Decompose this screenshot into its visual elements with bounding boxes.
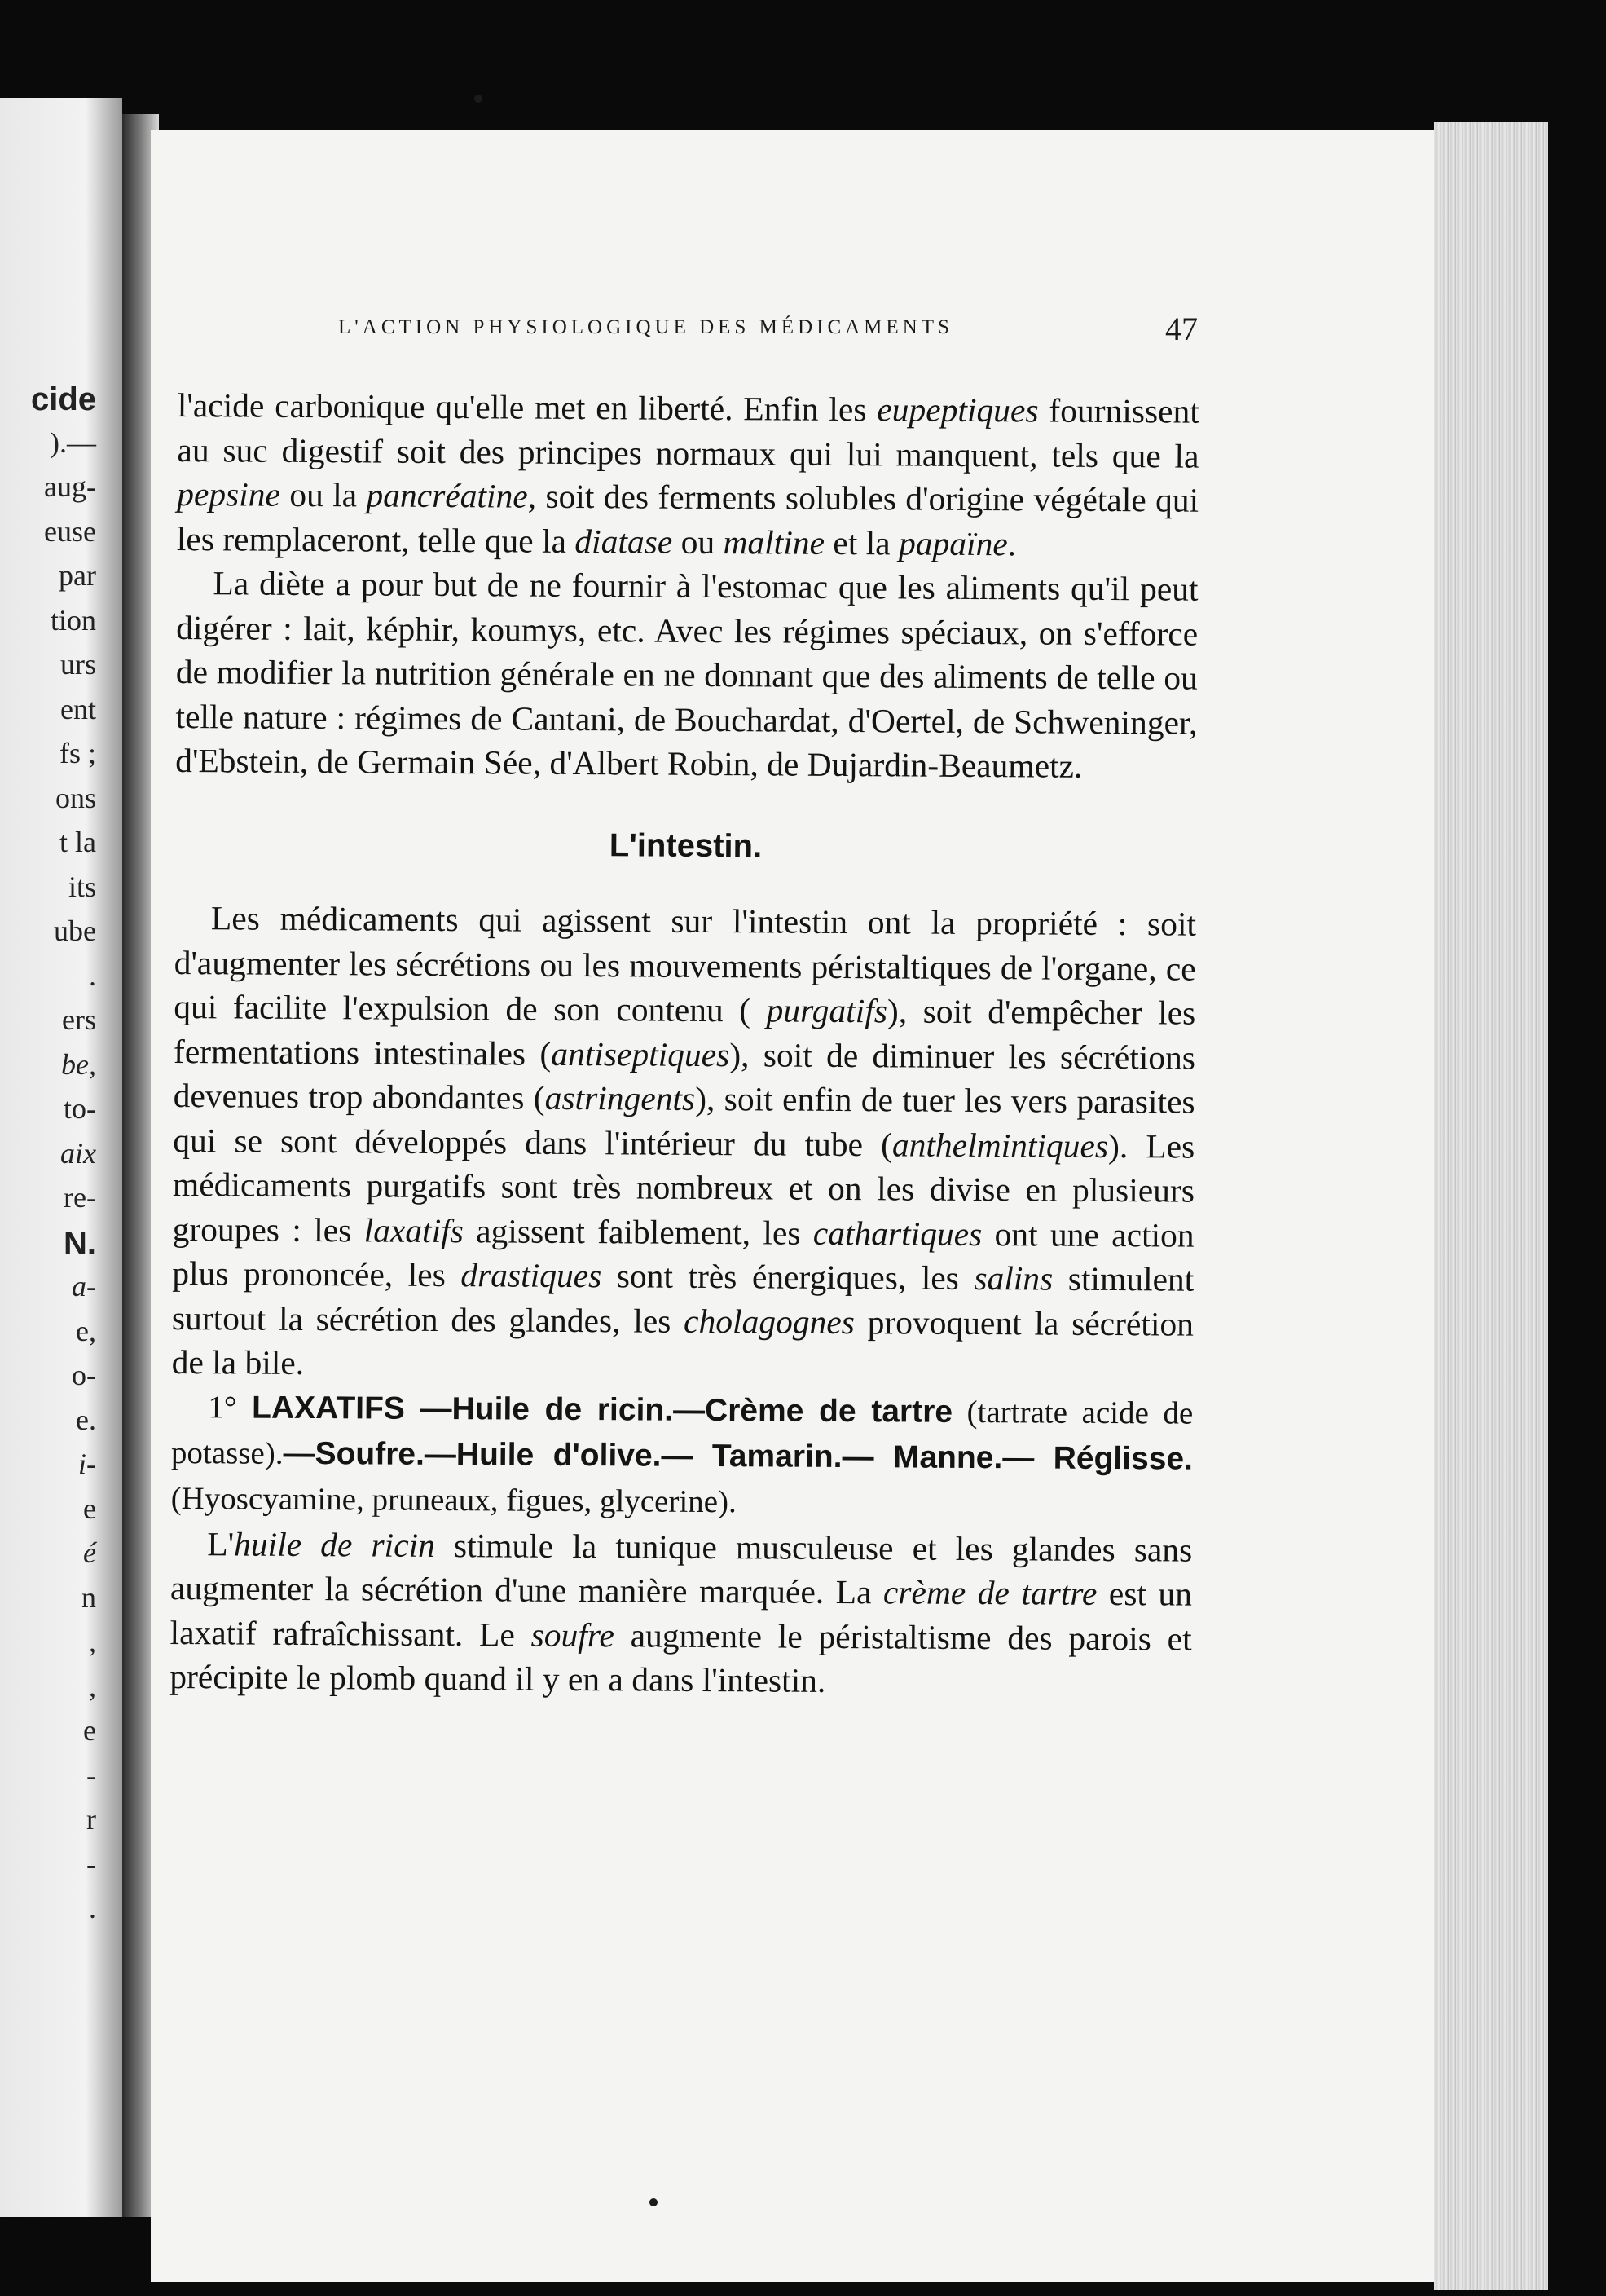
left-page-fragment: cide — [30, 381, 96, 417]
left-page-fragment: aug- — [44, 470, 96, 503]
term-laxatifs: laxatifs — [363, 1210, 464, 1249]
text-run: ), soit enfin de tuer les vers parasites qui se sont développés dans l'intérieur du tube ( — [173, 1079, 1195, 1163]
text-run: (Hyoscyamine, pruneaux, figues, glycerine). — [170, 1480, 737, 1519]
text-run: . — [1007, 524, 1017, 562]
text-run: ou — [672, 522, 724, 561]
text-run: agissent faiblement, les — [463, 1211, 813, 1252]
text-run: stimulent surtout la sécrétion des glandes, les — [171, 1259, 1195, 1340]
left-page-fragment: a- — [72, 1270, 96, 1302]
left-page-fragment: é — [83, 1536, 96, 1569]
text-run: ), soit de diminuer les sécrétions devenues trop abondantes ( — [173, 1035, 1196, 1117]
term-huile-de-ricin: huile de ricin — [233, 1524, 436, 1564]
left-page-fragment: , — [89, 1669, 96, 1703]
left-page-fragment: be, — [61, 1047, 96, 1081]
term-creme-de-tartre: crème de tartre — [882, 1573, 1098, 1612]
section-heading: L'intestin. — [609, 826, 763, 864]
left-page-fragment: , — [89, 1625, 96, 1658]
paragraph-2: La diète a pour but de ne fournir à l'estomac que les aliments qu'il peut digérer : lait, képhir, koumys, etc. Avec les régimes spéciaux, on s'efforce de modifier la nutrition générale en ne donnant que des aliments de telle ou telle nature : régimes de Cantani, de Bouchardat, d'Oertel, de Schweninger, d'Ebstein, de Germain Sée, d'Albert Robin, de Dujardin-Beaumetz. — [175, 564, 1199, 785]
left-page-fragment: e — [83, 1714, 96, 1747]
left-page-fragment: urs — [60, 648, 96, 681]
speck-bottom — [649, 2198, 658, 2206]
left-page-fragment: e — [83, 1492, 96, 1525]
term-papaine: papaïne — [898, 523, 1008, 562]
text-run: sont très énergiques, les — [601, 1257, 975, 1297]
paragraph-5 — [169, 1521, 1192, 1705]
background-edge — [1548, 114, 1606, 2296]
text-run: ). Les médicaments purgatifs sont très nombreux et on les divise en plusieurs groupes : les — [172, 1126, 1195, 1249]
left-page-fragment: . — [89, 959, 96, 992]
left-page-fragment: e. — [76, 1403, 96, 1436]
paragraph-1 — [177, 383, 1199, 567]
term-diatase: diatase — [574, 522, 673, 561]
running-head: L'ACTION PHYSIOLOGIQUE DES MÉDICAMENTS — [338, 316, 953, 338]
term-maltine: maltine — [723, 522, 825, 562]
text-run: augmente le péristaltisme des parois et précipite le plomb quand il y en a dans l'intestin. — [169, 1615, 1192, 1699]
left-page-fragment: i- — [78, 1448, 96, 1480]
left-page-fragment: aix — [60, 1136, 96, 1170]
term-soufre: soufre — [530, 1615, 615, 1654]
text-run: Les médicaments qui agissent sur l'intestin ont la propriété : soit d'augmenter les sécrétions ou les mouvements péristaltiques de l'organe, ce qui facilite l'expulsion de son contenu ( — [174, 899, 1197, 1029]
term-antiseptiques: antiseptiques — [551, 1034, 730, 1073]
laxatifs-list — [170, 1384, 1193, 1527]
left-page-fragment: fs ; — [59, 737, 96, 769]
left-page-fragment: ers — [62, 1003, 96, 1036]
left-page-fragment: e, — [76, 1314, 96, 1347]
speck-top — [474, 95, 482, 103]
left-page-fragment: - — [86, 1847, 96, 1880]
text-run: ou la — [279, 475, 367, 514]
text-run: ), soit d'empêcher les fermentations intestinales ( — [173, 992, 1196, 1073]
left-page-fragment: re- — [64, 1181, 96, 1214]
left-page-fragment: . — [89, 1892, 96, 1924]
text-run: provoquent la sécrétion de la bile. — [171, 1302, 1195, 1382]
list-number: 1° — [208, 1389, 237, 1425]
left-page-fragment: its — [68, 870, 96, 903]
laxatifs-items: —Soufre.—Huile d'olive.— Tamarin.— Manne.— Réglisse. — [283, 1435, 1194, 1477]
left-page-fragment: r — [86, 1803, 96, 1835]
page-body — [169, 383, 1199, 1705]
term-drastiques: drastiques — [460, 1256, 602, 1295]
left-page-fragment: N. — [64, 1225, 96, 1262]
term-eupeptiques: eupeptiques — [877, 390, 1039, 430]
text-run: est un laxatif rafraîchissant. Le — [169, 1574, 1193, 1654]
term-purgatifs: purgatifs — [766, 991, 888, 1030]
text-run: stimule la tunique musculeuse et les glandes sans augmenter la sécrétion d'une manière marquée. La — [169, 1526, 1193, 1611]
text-run: l'acide carbonique qu'elle met en liberté. Enfin les — [177, 386, 878, 429]
left-page-fragment: par — [59, 559, 96, 592]
text-run: L' — [207, 1524, 235, 1562]
page-number: 47 — [1165, 311, 1198, 347]
left-page-fragment: ent — [60, 692, 96, 725]
laxatifs-heading: LAXATIFS —Huile de ricin.—Crème de tartre — [252, 1390, 953, 1430]
term-anthelmintiques: anthelmintiques — [891, 1125, 1109, 1165]
text-run: ont une action plus prononcée, les — [172, 1214, 1195, 1294]
left-page-fragment: to- — [64, 1092, 96, 1125]
text-run: fournissent au suc digestif soit des principes normaux qui lui manquent, tels que la — [177, 391, 1199, 475]
left-page-fragment: o- — [72, 1359, 96, 1391]
left-page-fragment: ).— — [50, 425, 96, 459]
term-cholagognes: cholagognes — [684, 1302, 856, 1341]
term-pancreatine: pancréatine — [366, 476, 528, 515]
term-pepsine: pepsine — [177, 474, 281, 513]
left-page-fragment: ons — [55, 781, 96, 814]
left-page-fragment: tion — [50, 603, 96, 637]
paragraph-3 — [171, 896, 1196, 1390]
left-page-fragment: t la — [59, 826, 96, 858]
text-run: (tartrate acide de potasse). — [170, 1394, 1194, 1471]
left-page-fragment: n — [81, 1580, 96, 1614]
left-page-fragment: - — [86, 1758, 96, 1791]
term-salins: salins — [974, 1258, 1054, 1298]
page-edge-stack — [1434, 122, 1552, 2290]
left-page-fragment: euse — [44, 514, 96, 548]
term-astringents: astringents — [544, 1078, 696, 1117]
text-run: et la — [824, 523, 900, 562]
term-cathartiques: cathartiques — [812, 1214, 983, 1253]
left-page-fragment: ube — [54, 914, 96, 947]
text-run: , soit des ferments solubles d'origine végétale qui les remplaceront, telle que la — [176, 477, 1199, 560]
